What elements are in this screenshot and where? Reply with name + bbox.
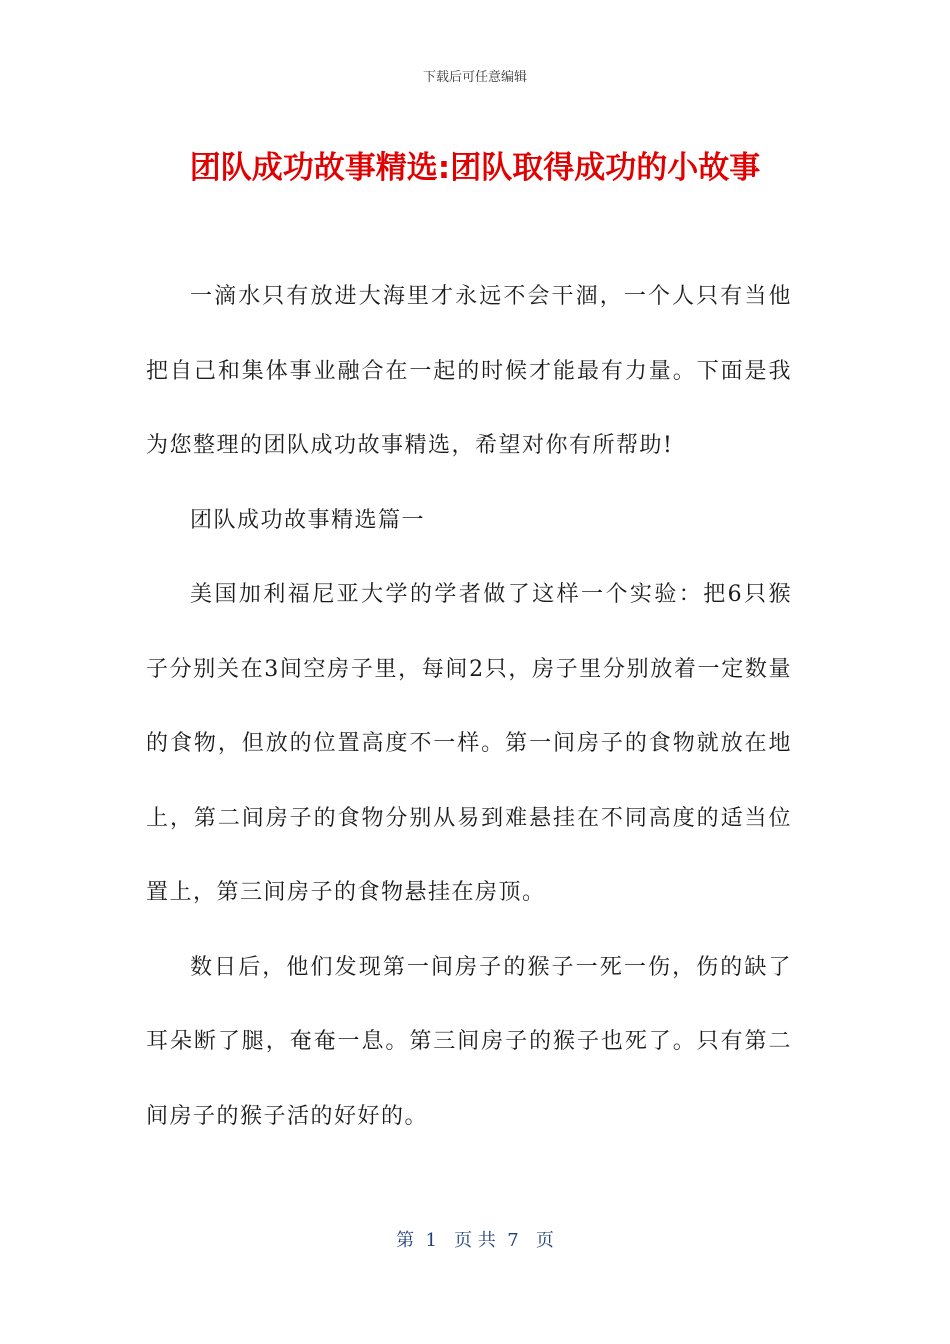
paragraph-intro: 一滴水只有放进大海里才永远不会干涸，一个人只有当他把自己和集体事业融合在一起的时候才能最有力量。下面是我为您整理的团队成功故事精选，希望对你有所帮助! [146, 284, 792, 458]
paragraph-experiment: 美国加利福尼亚大学的学者做了这样一个实验：把6只猴子分别关在3间空房子里，每间2只，房子里分别放着一定数量的食物，但放的位置高度不一样。第一间房子的食物就放在地上，第二间房子的食物分别从易到难悬挂在不同高度的适当位置上，第三间房子的食物悬挂在房顶。 [146, 582, 792, 905]
document-title: 团队成功故事精选:团队取得成功的小故事 [189, 150, 761, 186]
document-body [146, 260, 792, 1154]
header-note: 下载后可任意编辑 [422, 70, 527, 85]
page-number-footer: 第 1 页 共 7 页 [396, 1230, 554, 1251]
paragraph-result: 数日后，他们发现第一间房子的猴子一死一伤，伤的缺了耳朵断了腿，奄奄一息。第三间房子的猴子也死了。只有第二间房子的猴子活的好好的。 [146, 954, 792, 1129]
section-heading: 团队成功故事精选篇一 [190, 507, 426, 533]
